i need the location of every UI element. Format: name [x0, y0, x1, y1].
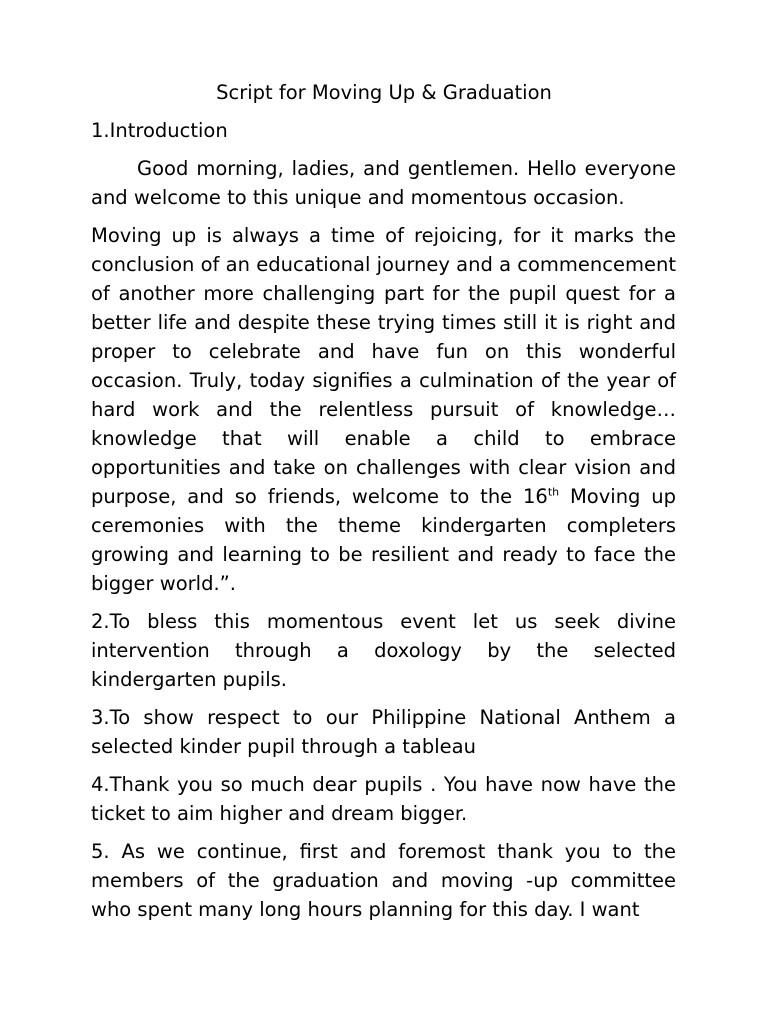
- section-heading: 1.Introduction: [91, 119, 228, 142]
- paragraph-thank-pupils: 4.Thank you so much dear pupils . You have now have the ticket to aim higher and dream bigger.: [91, 773, 676, 825]
- paragraph-doxology: 2.To bless this momentous event let us seek divine intervention through a doxology by the selected kindergarten pupils.: [91, 610, 676, 691]
- ordinal-superscript: th: [547, 485, 560, 499]
- paragraph-moving-up-text-1: Moving up is always a time of rejoicing, for it marks the conclusion of an educational journey and a commencement of another more challenging part for the pupil quest for a better life and despite these trying times still it is right and proper to celebrate and have fun on this wonderful occasion. Truly, today signifies a culmination of the year of hard work and the relentless pursuit of knowledge… knowledge that will enable a child to embrace opportunities and take on challenges with clear vision and purpose, and so friends, welcome to the 16: [91, 224, 676, 508]
- paragraph-moving-up: [91, 221, 676, 598]
- paragraph-committee: 5. As we continue, first and foremost thank you to the members of the graduation and moving -up committee who spent many long hours planning for this day. I want: [91, 840, 676, 921]
- document-title: Script for Moving Up & Graduation: [216, 81, 552, 104]
- paragraph-welcome: Good morning, ladies, and gentlemen. Hello everyone and welcome to this unique and momentous occasion.: [91, 157, 676, 209]
- paragraph-anthem: 3.To show respect to our Philippine National Anthem a selected kinder pupil through a tableau: [91, 706, 676, 758]
- paragraph-moving-up-text-2: Moving up ceremonies with the theme kindergarten completers growing and learning to be resilient and ready to face the bigger world.”.: [91, 485, 676, 595]
- document-body: [91, 116, 676, 933]
